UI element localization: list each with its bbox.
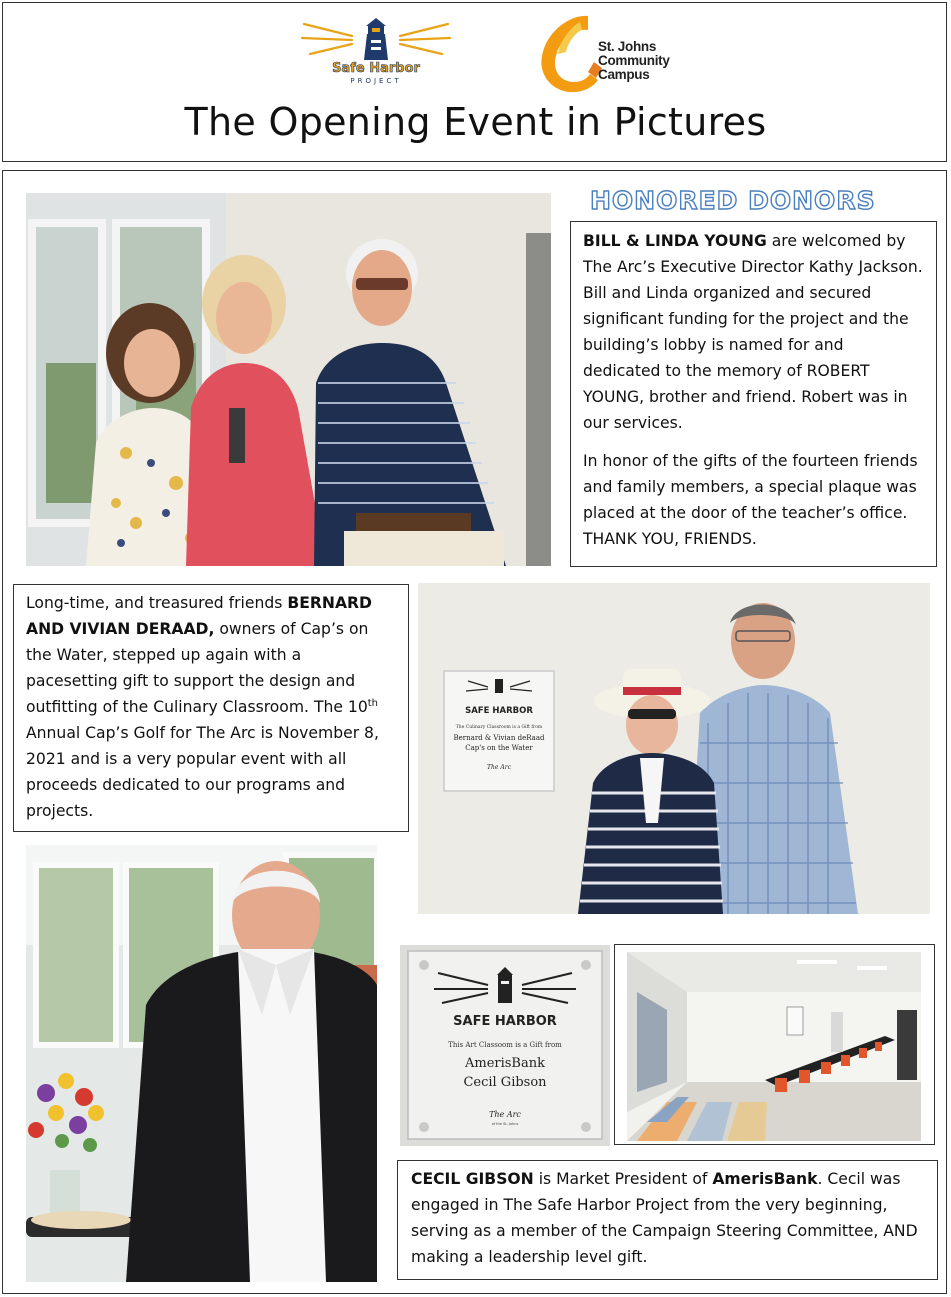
- culinary-plaque-line1: The Culinary Classroom is a Gift from: [455, 725, 543, 730]
- st-johns-line3: Campus: [598, 67, 650, 82]
- art-plaque-org-sub: of the St. Johns: [491, 1122, 519, 1126]
- deraad-text-1: owners of Cap’s on the Water, stepped up again with a pacesetting gift to support the design and outfitting of the Culinary Classroom. The 10: [26, 620, 369, 716]
- gibson-name: CECIL GIBSON: [411, 1170, 534, 1188]
- honored-donors-heading: HONORED DONORS: [590, 186, 876, 215]
- page-title: The Opening Event in Pictures: [184, 100, 767, 144]
- art-plaque-org: The Arc: [489, 1110, 521, 1119]
- young-paragraph-1-text: are welcomed by The Arc’s Executive Director Kathy Jackson. Bill and Linda organized and secured significant funding for the project and the building’s lobby is named for and dedicated to the memory of ROBERT YOUNG, brother and friend. Robert was in our services.: [583, 232, 923, 432]
- gibson-text-rest: . Cecil was engaged in The Safe Harbor Project from the very beginning, serving as a member of the Campaign Steering Committee, AND making a leadership level gift.: [411, 1170, 918, 1266]
- young-names: BILL & LINDA YOUNG: [583, 232, 767, 250]
- young-text-box: [570, 221, 937, 567]
- st-johns-line1: St. Johns: [598, 39, 657, 54]
- art-classroom-plaque-photo: [400, 945, 610, 1146]
- deraad-text-2: Annual Cap’s Golf for The Arc is November 8, 2021 and is a very popular event with all proceeds dedicated to our programs and projects.: [26, 724, 379, 820]
- deraad-intro: Long-time, and treasured friends: [26, 594, 288, 612]
- art-plaque-name: SAFE HARBOR: [453, 1014, 557, 1029]
- young-family-photo: [26, 193, 551, 566]
- deraad-superscript: th: [367, 697, 379, 709]
- classroom-photo: [627, 952, 921, 1141]
- cecil-gibson-photo: [26, 845, 377, 1282]
- deraad-paragraph: [26, 590, 396, 824]
- art-plaque-line3: Cecil Gibson: [463, 1075, 547, 1090]
- gibson-text-mid: is Market President of: [533, 1170, 713, 1188]
- safe-harbor-logo-text: Safe Harbor: [332, 61, 420, 76]
- st-johns-logo-text: [598, 40, 670, 82]
- gibson-text-box: [397, 1160, 938, 1280]
- deraad-names: BERNARD AND VIVIAN DERAAD,: [26, 594, 372, 638]
- culinary-plaque-line2: Bernard & Vivian deRaad: [453, 734, 545, 742]
- gibson-paragraph: [411, 1166, 924, 1270]
- safe-harbor-logo-sub: PROJECT: [350, 77, 402, 85]
- young-paragraph-2: In honor of the gifts of the fourteen friends and family members, a special plaque was placed at the door of the teacher’s office. THANK YOU, FRIENDS.: [583, 452, 918, 548]
- gibson-bank: AmerisBank: [712, 1170, 818, 1188]
- art-plaque-line1: This Art Classoom is a Gift from: [448, 1041, 562, 1049]
- safe-harbor-logo: [300, 14, 452, 86]
- culinary-plaque-name: SAFE HARBOR: [465, 706, 533, 716]
- art-plaque-line2: AmerisBank: [464, 1056, 546, 1071]
- culinary-plaque-line3: Cap's on the Water: [465, 744, 533, 752]
- deraad-couple-photo: [418, 583, 930, 914]
- young-paragraph-1: [583, 228, 924, 436]
- culinary-plaque-org: The Arc: [487, 764, 511, 771]
- st-johns-line2: Community: [598, 53, 670, 68]
- deraad-text-box: [13, 584, 409, 832]
